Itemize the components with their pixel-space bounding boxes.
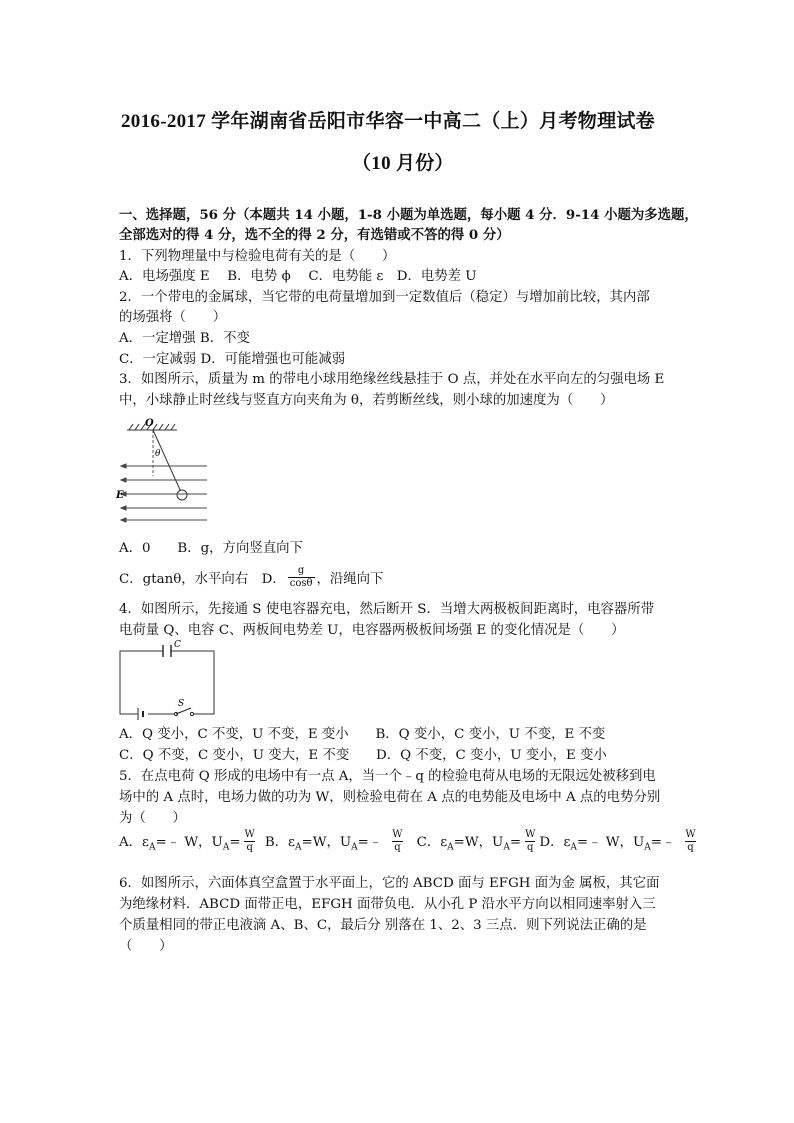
q5-option-a: A．$\varepsilon_A=﹣$ W，$U_A=$ [119,834,241,853]
epsilon-text: C．ε [416,834,448,850]
subscript-a: A [503,842,510,853]
q5-stem-line1: 5．在点电荷 Q 形成的电场中有一点 A，当一个﹣q 的检验电荷从电场的无限远处被移到电 [119,769,656,784]
point-o-label: O [145,418,154,429]
q4-options-line1: A．Q 变小，C 不变，U 不变，E 变小 B．Q 变小，C 变小，U 不变，E 不变 [119,727,606,742]
field-lines [121,464,207,522]
capacitor-symbol [163,645,171,657]
q2-stem-line2: 的场强将（ ） [119,310,227,325]
charged-ball [177,490,187,500]
q5-option-b [265,831,382,853]
field-e-label: E [116,490,124,501]
q3-stem-line2: 中，小球静止时丝线与竖直方向夹角为 θ，若剪断丝线，则小球的加速度为（ ） [119,393,614,408]
q6-stem-line3: 个质量相同的带正电液滴 A、B、C，最后分 别落在 1、2、3 三点．则下列说法正确的是 [119,918,647,933]
q2-options-line2: C．一定减弱 D．可能增强也可能减弱 [119,352,346,367]
q3-options-cd [119,566,383,589]
section-heading-line2: 全部选对的得 4 分，选不全的得 2 分，有选错或不答的得 0 分） [119,227,510,243]
epsilon-text: D．ε [539,834,571,850]
q5-option-d [539,831,675,853]
fraction-numerator: g [297,565,305,576]
fraction-denominator: cosθ [289,578,313,589]
fraction-denominator: q [246,842,253,853]
q4-circuit-figure [116,638,220,722]
q6-stem-line1: 6．如图所示，六面体真空盒置于水平面上，它的 ABCD 面与 EFGH 面为金 属板，其它面 [119,876,660,891]
q5-stem-line3: 为（ ） [119,811,186,826]
q1-options: A．电场强度 E B．电势 ϕ C．电势能 ε D．电势差 U [119,269,477,284]
thread-line [153,430,181,492]
fraction-numerator: W [392,829,403,840]
option-text: =﹣ W，U [576,834,645,850]
fraction-denominator: q [394,842,401,853]
fraction-w-over-q [390,830,404,853]
fraction-numerator: W [525,829,536,840]
subscript-a: A [222,842,230,853]
q1-stem: 1．下列物理量中与检验电荷有关的是（ ） [119,249,396,264]
q3-options-ab: A．0 B．g，方向竖直向下 [119,541,303,556]
q3-option-d-tail: ，沿绳向下 [316,572,384,587]
section-heading-line1: 一、选择题，56 分（本题共 14 小题，1-8 小题为单选题，每小题 4 分．9-14 小题为多选题， [119,207,698,223]
battery-symbol [138,708,148,720]
switch-symbol [174,708,193,716]
fraction-denominator: q [687,842,694,853]
q5-options [119,830,700,853]
fraction-denominator: q [527,842,534,853]
theta-label: θ [155,449,161,459]
capacitor-c-label: C [174,640,181,650]
fraction-numerator: W [244,829,255,840]
q5-option-c: C．$\varepsilon_A=W$，$U_A=$ [416,834,522,853]
fraction-w-over-q [243,830,257,853]
subscript-a: A [644,842,651,853]
circuit-wires [120,651,214,714]
q4-options-line2: C．Q 不变，C 变小，U 变大，E 不变 D．Q 不变，C 变小，U 变小，E 变小 [119,748,607,763]
page-subtitle: （10 月份） [352,153,454,174]
fraction-w-over-q [683,830,697,853]
q3-option-c-text: C．gtanθ，水平向右 D． [119,572,286,587]
q2-stem-line1: 2．一个带电的金属球，当它带的电荷量增加到一定数值后（稳定）与增加前比较，其内部 [119,290,650,305]
page-title: 2016-2017 学年湖南省岳阳市华容一中高二（上）月考物理试卷 [121,111,655,132]
subscript-a: A [570,842,577,853]
q3-pendulum-figure [115,418,215,528]
option-text: =W，U [453,834,504,850]
subscript-a: A [447,842,454,853]
epsilon-text: A．ε [119,834,149,850]
q2-options-line1: A．一定增强 B．不变 [119,331,250,346]
q4-stem-line2: 电荷量 Q、电容 C、两板间电势差 U，电容器两极板间场强 E 的变化情况是（ ） [119,623,625,638]
q6-stem-line4: （ ） [119,939,173,954]
subscript-a: A [351,842,358,853]
fraction-numerator: W [685,829,696,840]
switch-s-label: S [178,699,185,709]
fraction-w-over-q [523,830,537,853]
q3-option-d-fraction [288,566,315,589]
subscript-a: A [295,842,302,853]
option-text: =﹣ [650,834,676,850]
q3-stem-line1: 3．如图所示，质量为 m 的带电小球用绝缘丝线悬挂于 O 点，并处在水平向左的匀强电场 E [119,372,665,387]
option-text: =W，U [301,834,352,850]
q5-stem-line2: 场中的 A 点时，电场力做的功为 W，则检验电荷在 A 点的电势能及电场中 A 点的电势分别 [119,790,661,805]
q6-stem-line2: 为绝缘材料．ABCD 面带正电，EFGH 面带负电．从小孔 P 沿水平方向以相同速率射入三 [119,897,656,912]
subscript-a: A [149,842,156,853]
epsilon-text: B．ε [264,834,295,850]
option-text: =﹣ [357,834,383,850]
q4-stem-line1: 4．如图所示，先接通 S 使电容器充电，然后断开 S．当增大两极板间距离时，电容器所带 [119,602,655,617]
option-text: =﹣ W，U [155,834,223,850]
